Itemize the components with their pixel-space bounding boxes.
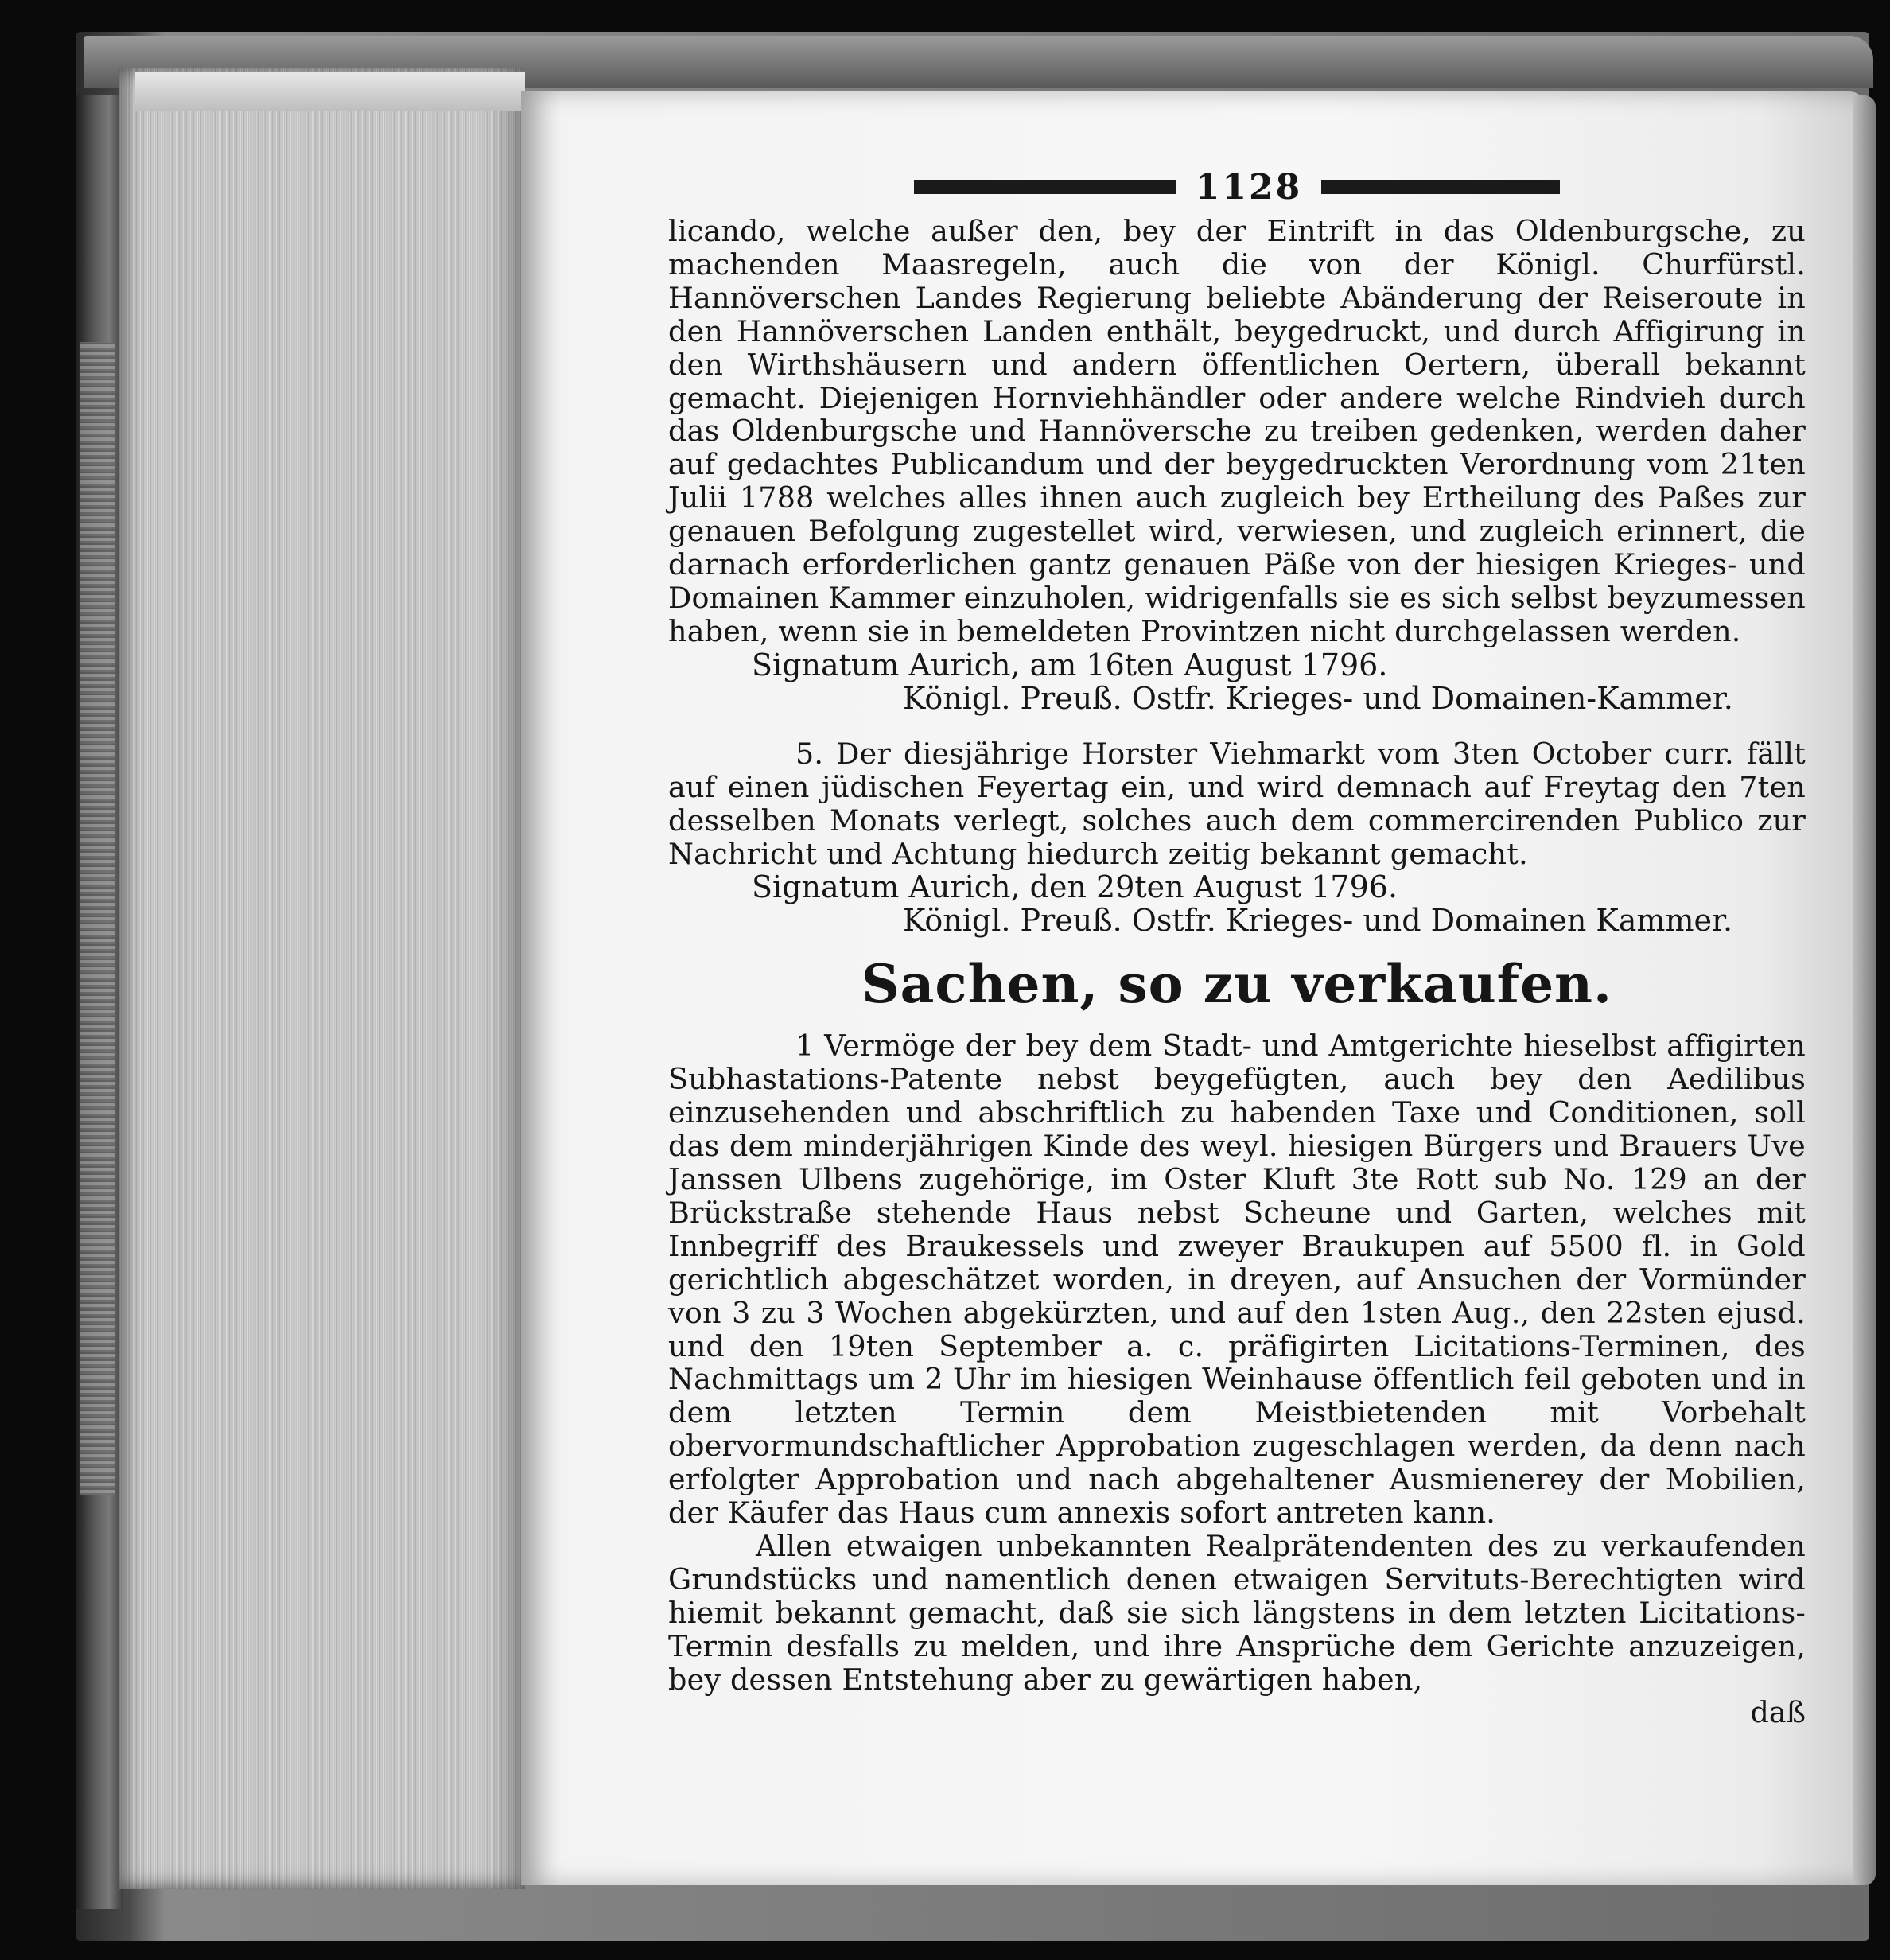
- header-rule-left: [914, 180, 1176, 194]
- header-rule-right: [1321, 180, 1560, 194]
- speckled-board: [80, 342, 115, 1495]
- page-header: [668, 159, 1806, 215]
- catchword: daß: [1750, 1694, 1806, 1729]
- section-heading: Sachen, so zu verkaufen.: [861, 953, 1613, 1016]
- signature-authority-1: Königl. Preuß. Ostfr. Krieges- und Domainen-Kammer.: [903, 680, 1733, 716]
- page-number: 1128: [1195, 166, 1303, 208]
- signature-date-2: Signatum Aurich, den 29ten August 1796.: [752, 869, 1398, 905]
- page-block-edges: [119, 68, 525, 1889]
- notice-paragraph-5: 5. Der diesjährige Horster Viehmarkt vom 3ten October curr. fällt auf einen jüdischen Feyertag ein, und wird demnach auf Freytag den 7ten desselben Monats verlegt, solches auch dem commercirenden Publico zur Nachricht und Achtung hiedurch zeitig bekannt gemacht.: [668, 736, 1806, 871]
- notice-paragraph-1: licando, welche außer den, bey der Eintrift in das Oldenburgsche, zu machenden Maasregeln, auch die von der Königl. Churfürstl. Hannöverschen Landes Regierung beliebte Abänderung der Reiseroute in den Hannöverschen Landen enthält, beygedruckt, und durch Affigirung in den Wirthshäusern und andern öffentlichen Oertern, überall bekannt gemacht. Diejenigen Hornviehhändler oder andere welche Rindvieh durch das Oldenburgsche und Hannöversche zu treiben gedenken, werden daher auf gedachtes Publicandum und der beygedruckten Verordnung vom 21ten Julii 1788 welches alles ihnen auch zugleich bey Ertheilung des Paßes zur genauen Befolgung zugestellet wird, verwiesen, und zugleich erinnert, die darnach erforderlichen gantz genauen Päße von der hiesigen Krieges- und Domainen Kammer einzuholen, widrigenfalls sie es sich selbst beyzumessen haben, wenn sie in bemeldeten Provintzen nicht durchgelassen werden.: [668, 214, 1806, 648]
- page-block-top: [135, 72, 525, 111]
- sale-paragraph-2: Allen etwaigen unbekannten Realprätendenten des zu verkaufenden Grundstücks und namentlich denen etwaigen Servituts-Berechtigten wird hiemit bekannt gemacht, daß sie sich längstens in dem letzten Licitations-Termin desfalls zu melden, und ihre Ansprüche dem Gerichte anzuzeigen, bey dessen Entstehung aber zu gewärtigen haben,: [668, 1529, 1806, 1697]
- signature-date-1: Signatum Aurich, am 16ten August 1796.: [752, 647, 1388, 682]
- signature-authority-2: Königl. Preuß. Ostfr. Krieges- und Domainen Kammer.: [903, 903, 1733, 939]
- sale-paragraph-1: 1 Vermöge der bey dem Stadt- und Amtgerichte hieselbst affigirten Subhastations-Patente nebst beygefügten, auch bey den Aedilibus einzusehenden und abschriftlich zu habenden Taxe und Conditionen, soll das dem minderjährigen Kinde des weyl. hiesigen Bürgers und Brauers Uve Janssen Ulbens zugehörige, im Oster Kluft 3te Rott sub No. 129 an der Brückstraße stehende Haus nebst Scheune und Garten, welches mit Innbegriff des Braukessels und zweyer Braukupen auf 5500 fl. in Gold gerichtlich abgeschätzet worden, in dreyen, auf Ansuchen der Vormünder von 3 zu 3 Wochen abgekürzten, und auf den 1sten Aug., den 22sten ejusd. und den 19ten September a. c. präfigirten Licitations-Terminen, des Nachmittags um 2 Uhr im hiesigen Weinhause öffentlich feil geboten und in dem letzten Termin dem Meistbietenden mit Vorbehalt obervormundschaftlicher Approbation zugeschlagen werden, da denn nach erfolgter Approbation und nach abgehaltener Ausmienerey der Mobilien, der Käufer das Haus cum annexis sofort antreten kann.: [668, 1029, 1806, 1530]
- page-fore-edge: [1853, 95, 1876, 1885]
- page-content: [668, 159, 1806, 1729]
